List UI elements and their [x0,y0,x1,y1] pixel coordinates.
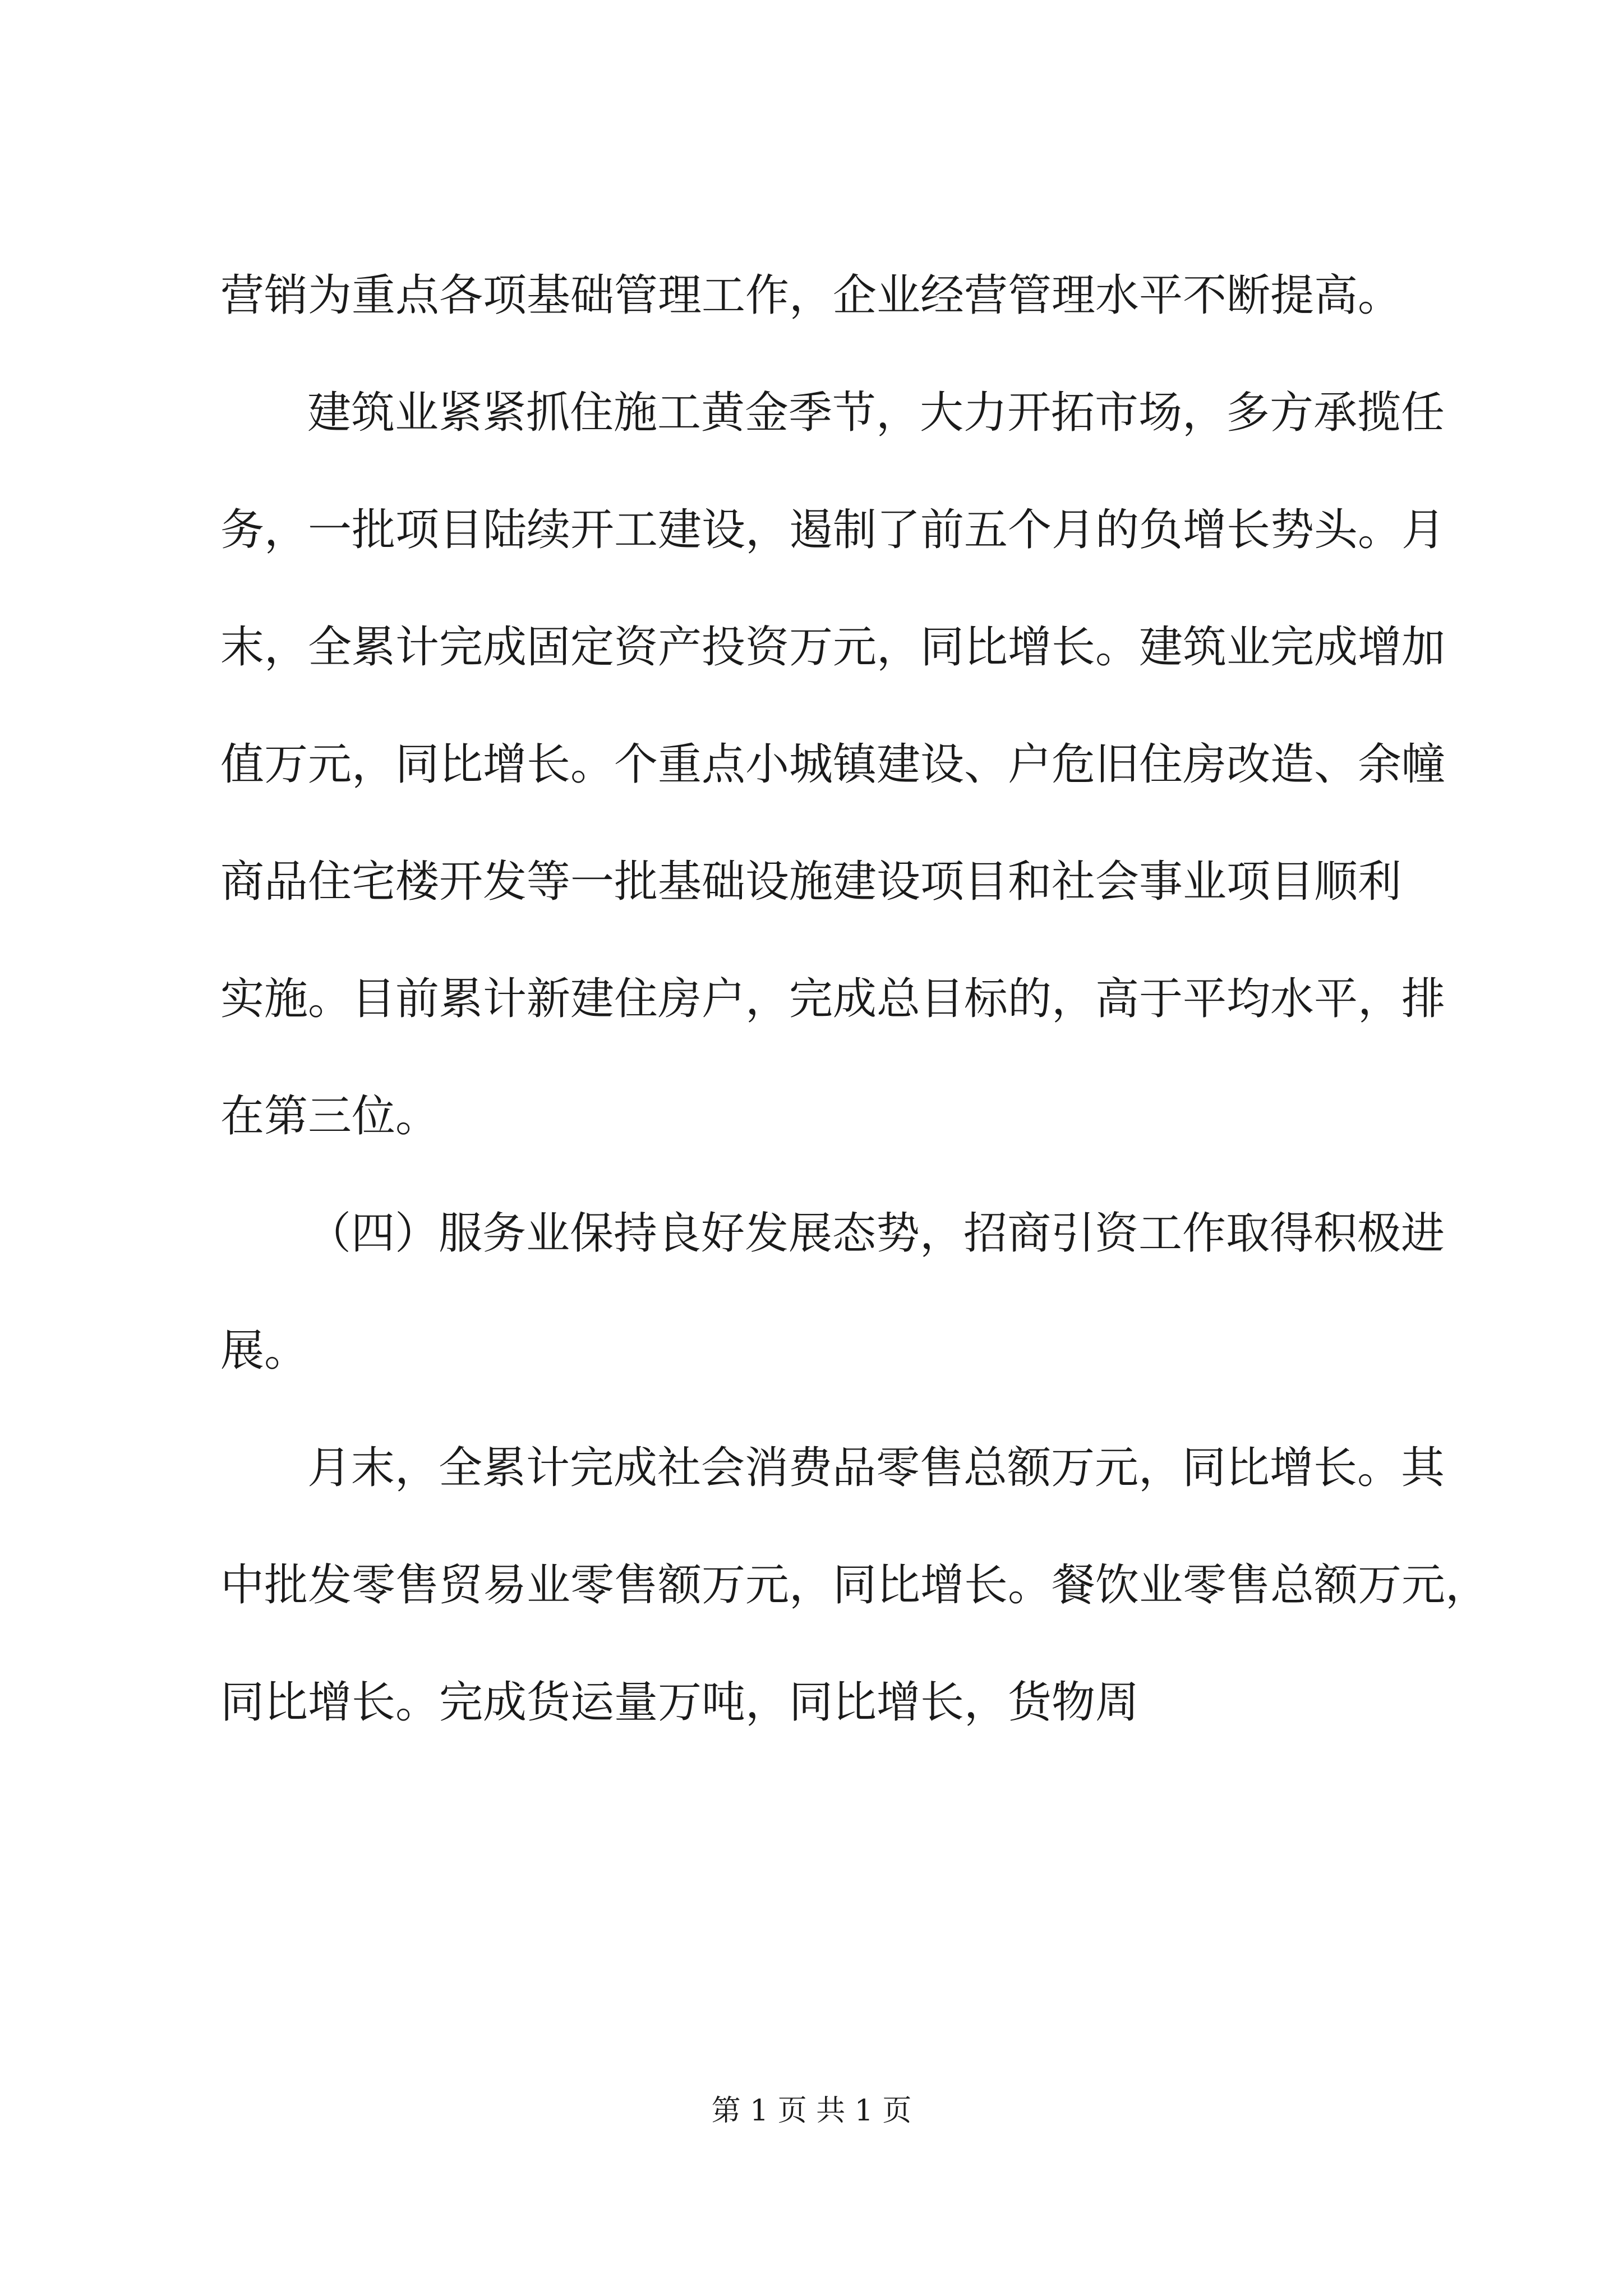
text-line-5: 值万元，同比增长。个重点小城镇建设、户危旧住房改造、余幢 [220,739,1446,790]
text-line-6: 商品住宅楼开发等一批基础设施建设项目和社会事业项目顺利 [220,857,1402,907]
text-line-3: 务，一批项目陆续开工建设，遏制了前五个月的负增长势头。月 [220,505,1446,555]
text-line-13: 同比增长。完成货运量万吨，同比增长，货物周 [220,1677,1140,1728]
text-line-10: 展。 [220,1326,308,1376]
text-line-9: （四）服务业保持良好发展态势，招商引资工作取得积极进 [307,1208,1445,1259]
text-line-11: 月末，全累计完成社会消费品零售总额万元，同比增长。其 [307,1443,1445,1493]
text-line-4: 末，全累计完成固定资产投资万元，同比增长。建筑业完成增加 [220,622,1446,673]
text-line-8: 在第三位。 [220,1091,440,1142]
text-line-1: 营销为重点各项基础管理工作，企业经营管理水平不断提高。 [220,270,1402,321]
text-line-12: 中批发零售贸易业零售额万元，同比增长。餐饮业零售总额万元， [220,1560,1490,1611]
text-line-7: 实施。目前累计新建住房户，完成总目标的，高于平均水平，排 [220,974,1446,1024]
text-line-2: 建筑业紧紧抓住施工黄金季节，大力开拓市场，多方承揽任 [307,388,1445,438]
page-footer: 第 1 页 共 1 页 [711,2094,912,2128]
